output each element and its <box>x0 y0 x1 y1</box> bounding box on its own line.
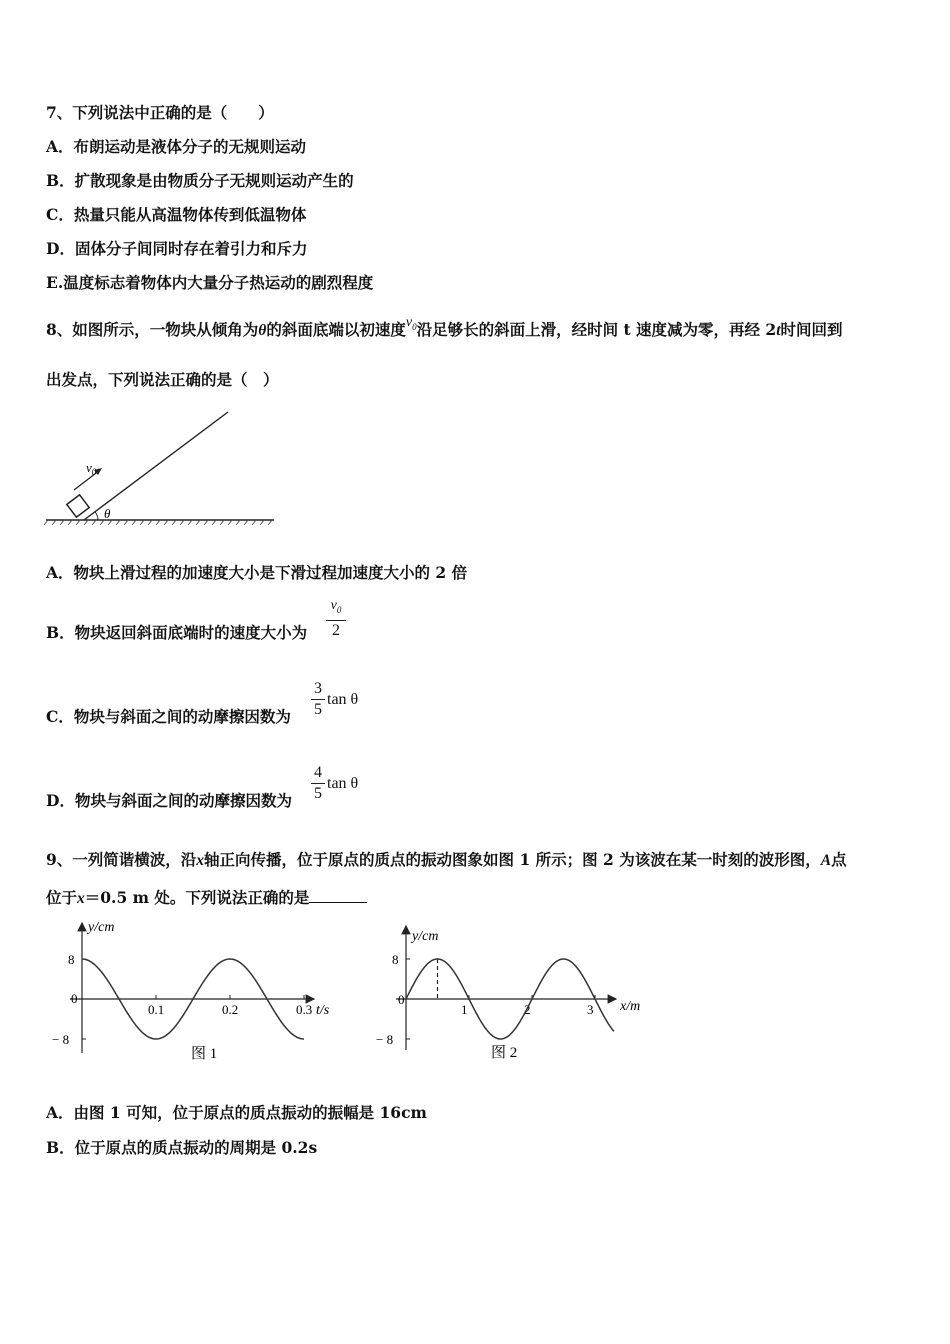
y-tick-label: − 8 <box>52 1032 70 1047</box>
y-tick-label: − 8 <box>376 1032 394 1047</box>
vibration-graph <box>46 915 346 1065</box>
y-axis-label: y/cm <box>88 920 115 935</box>
fraction-denominator: 2 <box>332 621 340 639</box>
incline-surface <box>84 412 228 520</box>
v0-label: $v_0$ <box>86 460 97 477</box>
x-tick-label: 0.2 <box>222 1002 239 1017</box>
q9-stem-text: 轴正向传播，位于原点的质点的振动图象如图 1 所示；图 2 为该波在某一时刻的波形图， <box>204 850 821 869</box>
q7-option-a: A．布朗运动是液体分子的无规则运动 <box>46 137 307 156</box>
x-tick-label: 1 <box>461 1002 468 1017</box>
q9-option-b: B．位于原点的质点振动的周期是 0.2s <box>46 1138 318 1157</box>
q9-option-a: A．由图 1 可知，位于原点的质点振动的振幅是 16cm <box>46 1103 427 1122</box>
incline-figure <box>40 404 280 534</box>
x-symbol: x <box>196 852 205 869</box>
origin-label: 0 <box>398 992 405 1007</box>
q9-stem-line1 <box>46 848 847 870</box>
figure-2-caption: 图 2 <box>491 1045 518 1061</box>
x-axis-label: t/s <box>316 1003 330 1018</box>
y-tick-label: 8 <box>392 952 399 967</box>
q8-option-a: A．物块上滑过程的加速度大小是下滑过程加速度大小的 2 倍 <box>46 563 468 582</box>
x-symbol: x <box>77 890 85 907</box>
q8-option-d-fraction <box>311 763 325 804</box>
q9-stem-line2 <box>46 886 367 908</box>
q7-option-d: D．固体分子间同时存在着引力和斥力 <box>46 239 308 258</box>
q8-option-c-fraction <box>311 679 325 720</box>
ground-hatching <box>44 520 272 525</box>
x-tick-label: 2 <box>524 1002 531 1017</box>
figure-1-caption: 图 1 <box>191 1046 218 1062</box>
q7-option-e: E.温度标志着物体内大量分子热运动的剧烈程度 <box>46 273 374 292</box>
x-tick-label: 0.1 <box>148 1002 165 1017</box>
origin-label: 0 <box>71 991 78 1006</box>
q7-stem: 7、下列说法中正确的是（ ） <box>46 103 274 122</box>
waveform-graph <box>376 920 666 1065</box>
q8-stem-line1 <box>46 315 843 341</box>
fraction-denominator: 5 <box>314 785 322 802</box>
q9-stem-text: 位于 <box>46 888 78 907</box>
y-tick-label: 8 <box>68 952 75 967</box>
fraction-numerator: 4 <box>314 764 322 781</box>
q9-stem-text: ＝0.5 m 处。下列说法正确的是 <box>84 888 310 907</box>
q8-stem-text: 8、如图所示，一物块从倾角为 <box>46 320 259 339</box>
q7-option-b: B．扩散现象是由物质分子无规则运动产生的 <box>46 171 354 190</box>
answer-blank[interactable] <box>309 888 367 903</box>
q8-stem-text: 的斜面底端以初速度 <box>266 320 406 339</box>
x-axis-label: x/m <box>620 999 641 1014</box>
v0-symbol: $v_0$ <box>405 315 417 332</box>
fraction-numerator: 3 <box>314 680 322 697</box>
fraction-numerator: $v_0$ <box>330 598 342 615</box>
point-a-symbol: A <box>820 852 832 869</box>
q9-stem-text: 9、一列简谐横波，沿 <box>46 850 197 869</box>
q9-stem-text: 点 <box>831 850 847 869</box>
q8-option-d: D．物块与斜面之间的动摩擦因数为 <box>46 791 292 810</box>
q8-stem-text: 时间回到 <box>780 320 843 339</box>
q8-stem-text: 沿足够长的斜面上滑，经时间 t 速度减为零，再经 2 <box>416 320 777 339</box>
x-tick-label: 0.3 <box>296 1002 313 1017</box>
q7-option-c: C．热量只能从高温物体传到低温物体 <box>46 205 307 224</box>
q8-option-d-tan: tan θ <box>327 775 359 792</box>
theta-symbol: θ <box>258 322 267 339</box>
q8-option-c: C．物块与斜面之间的动摩擦因数为 <box>46 707 291 726</box>
q8-option-b-fraction <box>326 598 346 641</box>
q8-stem-line2: 出发点，下列说法正确的是（ ） <box>46 370 279 389</box>
q8-option-c-tan: tan θ <box>327 691 359 708</box>
x-tick-label: 3 <box>587 1002 594 1017</box>
q8-option-b: B．物块返回斜面底端时的速度大小为 <box>46 623 308 642</box>
t-symbol: t <box>776 322 781 339</box>
y-axis-label: y/cm <box>412 929 439 944</box>
block <box>67 495 89 517</box>
fraction-denominator: 5 <box>314 701 322 718</box>
angle-label: θ <box>104 506 111 521</box>
